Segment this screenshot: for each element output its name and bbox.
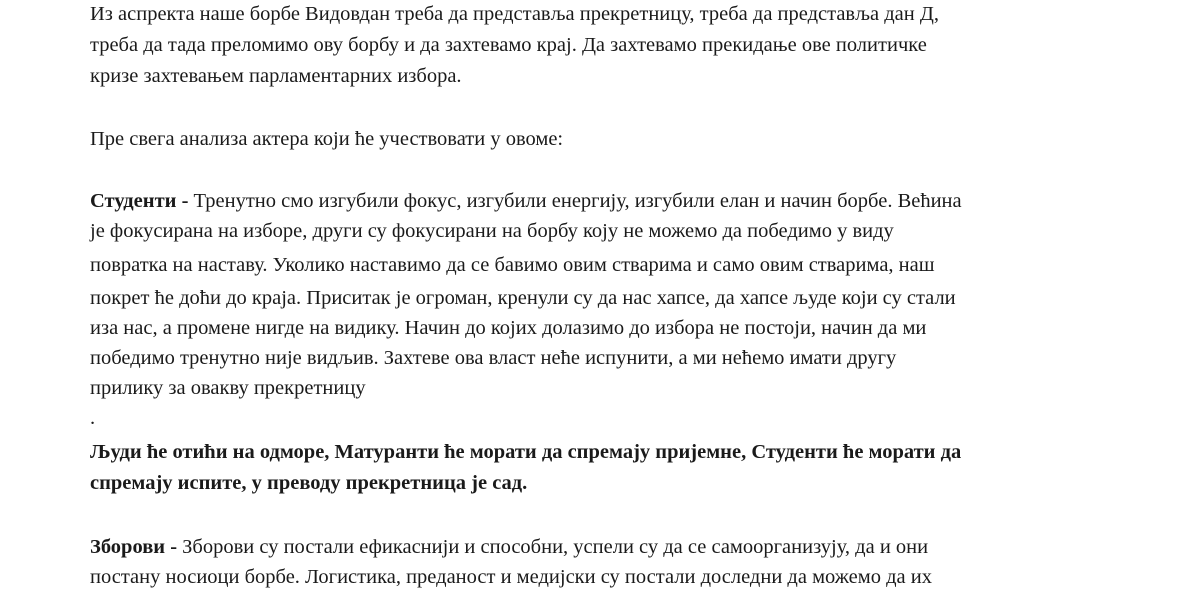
students-line: повратка на наставу. Уколико наставимо да се бавимо овим стварима и само овим стварима, наш xyxy=(90,254,935,276)
assemblies-first-line xyxy=(90,532,928,562)
bold-statement-line: спремају испите, у преводу прекретница је сад. xyxy=(90,472,528,494)
students-line: покрет ће доћи до краја. Приситак је огроман, кренули су да нас хапсе, да хапсе људе који су стали xyxy=(90,287,956,309)
students-first-line xyxy=(90,186,962,216)
bold-statement-line: Људи ће отићи на одморе, Матуранти ће морати да спремају пријемне, Студенти ће морати да xyxy=(90,441,962,463)
students-line: је фокусирана на изборе, други су фокусирани на борбу коју не можемо да победимо у виду xyxy=(90,220,894,242)
students-line: победимо тренутно није видљив. Захтеве ова власт неће испунити, а ми нећемо имати другу xyxy=(90,347,897,369)
students-text: Тренутно смо изгубили фокус, изгубили енергију, изгубили елан и начин борбе. Већина xyxy=(188,190,962,212)
trailing-dot: . xyxy=(90,407,96,429)
students-line: иза нас, а промене нигде на видику. Начин до којих долазимо до избора не постоји, начин да ми xyxy=(90,317,927,339)
assemblies-text: Зборови су постали ефикаснији и способни, успели су да се самоорганизују, да и они xyxy=(177,536,929,558)
students-heading: Студенти - xyxy=(90,190,189,212)
intro-line: Пре свега анализа актера који ће учествовати у овоме: xyxy=(90,128,564,150)
paragraph-line: Из аспректа наше борбе Видовдан треба да представља прекретницу, треба да представља дан Д, xyxy=(90,3,939,25)
assemblies-heading: Зборови - xyxy=(90,536,178,558)
paragraph-line: кризе захтевањем парламентарних избора. xyxy=(90,65,462,87)
assemblies-line: постану носиоци борбе. Логистика, преданост и медијски су постали доследни да можемо да их xyxy=(90,566,933,588)
students-line: прилику за овакву прекретницу xyxy=(90,377,366,399)
paragraph-line: треба да тада преломимо ову борбу и да захтевамо крај. Да захтевамо прекидање ове политичке xyxy=(90,34,927,56)
